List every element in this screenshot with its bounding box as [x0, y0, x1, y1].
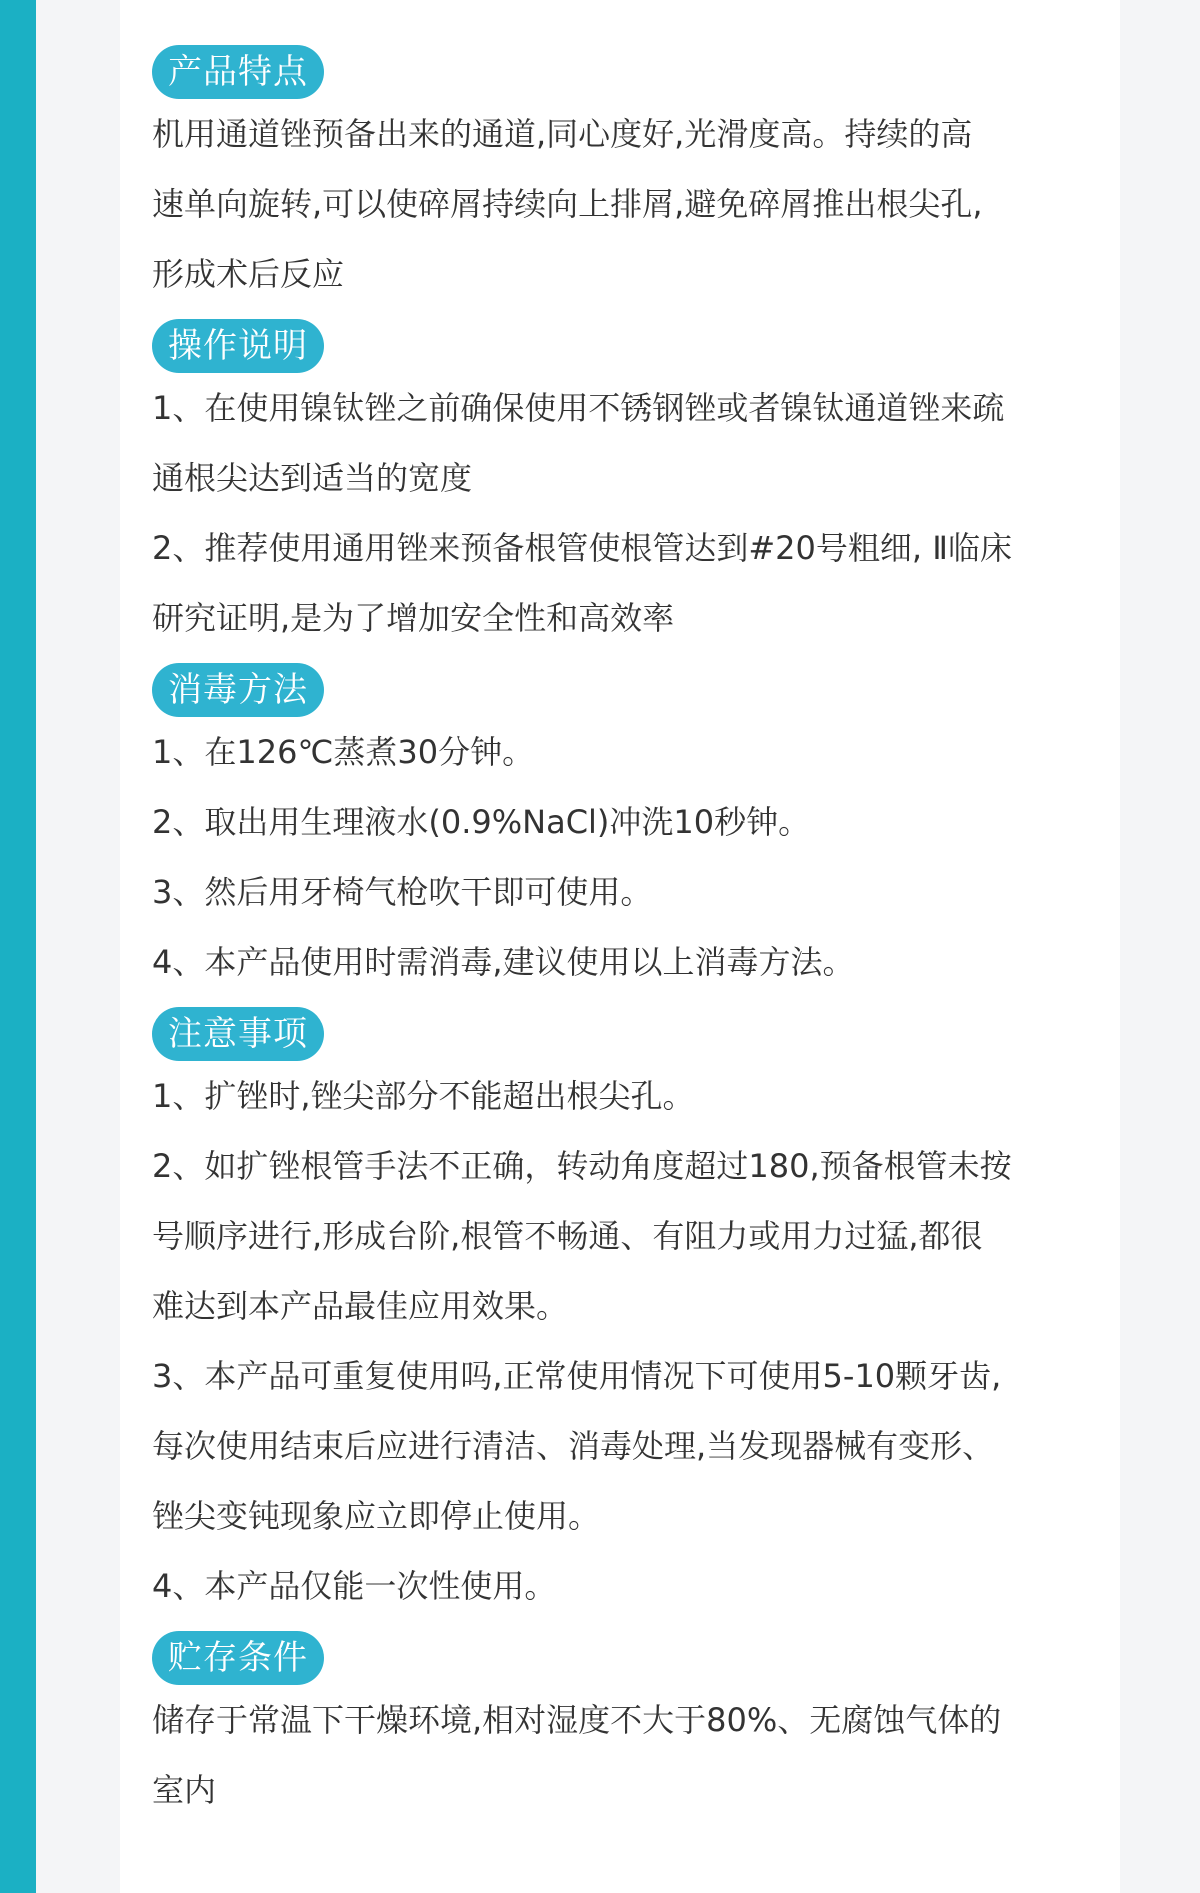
text-line: 1、扩锉时,锉尖部分不能超出根尖孔。	[152, 1077, 695, 1115]
document-content	[152, 45, 1092, 1835]
section-storage-conditions	[152, 1631, 1092, 1825]
text-line: 形成术后反应	[152, 255, 345, 293]
text-line: 储存于常温下干燥环境,相对湿度不大于80%、无腐蚀气体的	[152, 1701, 1002, 1739]
text-line: 2、取出用生理液水(0.9%NaCl)冲洗10秒钟。	[152, 803, 811, 841]
section-body	[152, 373, 1092, 653]
section-body	[152, 1061, 1092, 1621]
section-operation-instructions	[152, 319, 1092, 653]
text-line: 2、推荐使用通用锉来预备根管使根管达到#20号粗细, Ⅱ临床	[152, 529, 1012, 567]
text-line: 通根尖达到适当的宽度	[152, 459, 473, 497]
text-line: 难达到本产品最佳应用效果。	[152, 1287, 569, 1325]
section-title: 贮存条件	[152, 1631, 324, 1685]
text-line: 室内	[152, 1771, 217, 1809]
section-title: 产品特点	[152, 45, 324, 99]
text-line: 3、然后用牙椅气枪吹干即可使用。	[152, 873, 653, 911]
text-line: 研究证明,是为了增加安全性和高效率	[152, 599, 675, 637]
section-disinfection-method	[152, 663, 1092, 997]
section-title: 操作说明	[152, 319, 324, 373]
text-line: 1、在使用镍钛锉之前确保使用不锈钢锉或者镍钛通道锉来疏	[152, 389, 1005, 427]
text-line: 4、本产品使用时需消毒,建议使用以上消毒方法。	[152, 943, 855, 981]
text-line: 2、如扩锉根管手法不正确，转动角度超过180,预备根管未按	[152, 1147, 1012, 1185]
section-product-features	[152, 45, 1092, 309]
left-accent-stripe	[0, 0, 36, 1893]
section-precautions	[152, 1007, 1092, 1621]
text-line: 号顺序进行,形成台阶,根管不畅通、有阻力或用力过猛,都很	[152, 1217, 983, 1255]
text-line: 1、在126℃蒸煮30分钟。	[152, 733, 535, 771]
text-line: 机用通道锉预备出来的通道,同心度好,光滑度高。持续的高	[152, 115, 973, 153]
section-title: 消毒方法	[152, 663, 324, 717]
section-body	[152, 1685, 1092, 1825]
text-line: 3、本产品可重复使用吗,正常使用情况下可使用5-10颗牙齿,	[152, 1357, 1002, 1395]
text-line: 速单向旋转,可以使碎屑持续向上排屑,避免碎屑推出根尖孔,	[152, 185, 983, 223]
text-line: 每次使用结束后应进行清洁、消毒处理,当发现器械有变形、	[152, 1427, 995, 1465]
section-body	[152, 717, 1092, 997]
text-line: 4、本产品仅能一次性使用。	[152, 1567, 557, 1605]
text-line: 锉尖变钝现象应立即停止使用。	[152, 1497, 601, 1535]
section-body	[152, 99, 1092, 309]
section-title: 注意事项	[152, 1007, 324, 1061]
content-card	[120, 0, 1120, 1893]
